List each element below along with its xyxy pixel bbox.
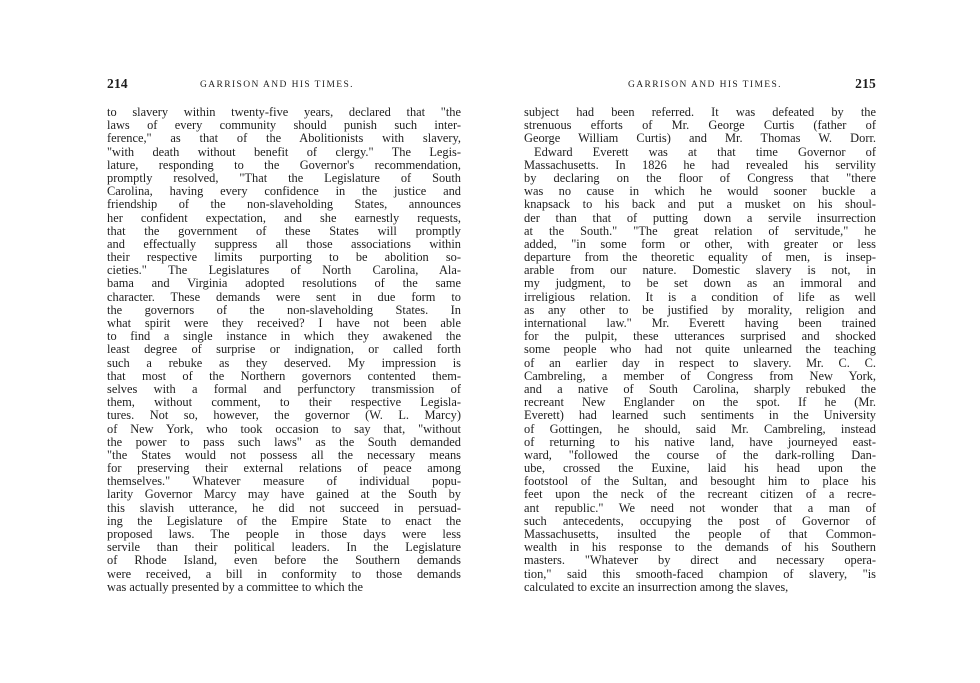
text-line: as any other to be justified by morality, religion and (524, 303, 876, 317)
text-line: and a native of South Carolina, sharply rebuked the (524, 382, 876, 396)
text-line: her confident expectation, and she earnestly requests, (107, 211, 461, 225)
text-line: by declaring on the floor of Congress that "there (524, 171, 876, 185)
text-line: bama and Virginia adopted resolutions of the same (107, 277, 461, 291)
text-line: at the South." "The great relation of servitude," he (524, 224, 876, 238)
page-number: 214 (107, 76, 128, 91)
text-line: character. These demands were sent in due form to (107, 290, 461, 304)
text-line: some people who had not quite unlearned the teaching (524, 343, 876, 357)
text-line: Edward Everett was at that time Governor of (534, 145, 876, 159)
text-line: "with death without benefit of clergy." The Legis- (107, 145, 461, 159)
text-line: of New York, who took occasion to say that, "without (107, 422, 461, 436)
text-line: knapsack to his back and put a musket on his shoul- (524, 198, 876, 212)
text-line: arable from our nature. Domestic slavery is not, in (524, 264, 876, 278)
text-line: departure from the theoretic equality of men, is insep- (524, 251, 876, 265)
running-title: GARRISON AND HIS TIMES. (200, 80, 354, 90)
text-line: for preserving their external relations of peace among (107, 462, 461, 476)
text-line: friendship of the non-slaveholding States, announces (107, 198, 461, 212)
text-line: cieties." The Legislatures of North Carolina, Ala- (107, 264, 461, 278)
left-running-head (107, 76, 461, 92)
text-line: and effectually suppress all those associations within (107, 237, 461, 251)
text-line: that most of the Northern governors contented them- (107, 369, 461, 383)
text-line: "the States would not possess all the necessary means (107, 448, 461, 462)
text-line: such antecedents, occupying the post of Governor of (524, 514, 876, 528)
text-line: ing the Legislature of the Empire State to enact the (107, 514, 461, 528)
left-body-text (107, 106, 461, 594)
text-line: ant republic." We need not wonder that a man of (524, 501, 876, 515)
text-line: der than that of putting down a servile insurrection (524, 211, 876, 225)
text-line: of returning to his native land, have journeyed east- (524, 435, 876, 449)
text-line: them, without comment, to their respective Legisla- (107, 396, 461, 410)
text-line: irreligious relation. It is a condition of life as well (524, 290, 876, 304)
text-line: larity Governor Marcy may have gained at the South by (107, 488, 461, 502)
right-body-text (524, 106, 876, 594)
text-line: their respective limits purporting to be abolition so- (107, 251, 461, 265)
right-running-head (524, 76, 876, 92)
text-line: themselves." Whatever measure of individual popu- (107, 475, 461, 489)
text-line: George William Curtis) and Mr. Thomas W. Dorr. (524, 132, 876, 146)
text-line: ference," as that of the Abolitionists with slavery, (107, 132, 461, 146)
text-line: footstool of the Sultan, and besought him to place his (524, 475, 876, 489)
text-line: added, "in some form or other, with greater or less (524, 237, 876, 251)
text-line: what spirit were they received? I have not been able (107, 317, 461, 330)
text-line: tures. Not so, however, the governor (W. L. Marcy) (107, 409, 461, 423)
left-page (107, 0, 461, 683)
text-line: servile than their political leaders. In the Legislature (107, 541, 461, 555)
text-line: promptly resolved, "That the Legislature of South (107, 171, 461, 185)
text-line: proposed laws. The people in those days were less (107, 528, 461, 541)
text-line: ube, crossed the Euxine, laid his head upon the (524, 462, 876, 476)
text-line: masters. "Whatever by direct and necessary opera- (524, 554, 876, 568)
text-line: wealth in his response to the demands of his Southern (524, 541, 876, 555)
text-line: was actually presented by a committee to which the (107, 580, 363, 594)
text-line: Cambreling, a member of Congress from New York, (524, 369, 876, 383)
text-line: the governors of the non-slaveholding States. In (107, 303, 461, 317)
text-line: subject had been referred. It was defeated by the (524, 106, 876, 119)
text-line: were received, a bill in conformity to those demands (107, 567, 461, 581)
text-line: calculated to excite an insurrection among the slaves, (524, 580, 789, 594)
text-line: of an earlier day in respect to slavery. Mr. C. C. (524, 356, 876, 370)
text-line: international law." Mr. Everett having been trained (524, 317, 876, 330)
text-line: of Gottingen, he should, said Mr. Cambreling, instead (524, 422, 876, 436)
text-line: the power to pass such laws" as the South demanded (107, 435, 461, 449)
text-line: Carolina, having every confidence in the justice and (107, 185, 461, 199)
text-line: this slavish utterance, he did not succeed in persuad- (107, 501, 461, 515)
text-line: to find a single instance in which they awakened the (107, 330, 461, 344)
text-line: such a rebuke as they deserved. My impression is (107, 356, 461, 370)
text-line: least degree of surprise or indignation, or called forth (107, 343, 461, 357)
text-line: lature, responding to the Governor's recommendation, (107, 158, 461, 172)
text-line: of Rhode Island, even before the Southern demands (107, 554, 461, 568)
text-line: was no cause in which he would sooner buckle a (524, 185, 876, 199)
text-line: Everett) had learned such sentiments in the University (524, 409, 876, 423)
text-line: Massachusetts, insulted the people of that Common- (524, 528, 876, 541)
text-line: strenuous efforts of Mr. George Curtis (father of (524, 119, 876, 133)
text-line: recreant New Englander on the spot. If he (Mr. (524, 396, 876, 410)
running-title: GARRISON AND HIS TIMES. (628, 80, 782, 90)
text-line: laws of every community should punish such inter- (107, 119, 461, 133)
text-line: to slavery within twenty-five years, declared that "the (107, 106, 461, 119)
text-line: tion," said this smooth-faced champion of slavery, "is (524, 567, 876, 581)
text-line: ward, "followed the course of the dark-rolling Dan- (524, 448, 876, 462)
text-line: that the government of these States will promptly (107, 224, 461, 238)
right-page (524, 0, 876, 683)
text-line: selves with a formal and perfunctory transmission of (107, 382, 461, 396)
page-number: 215 (855, 76, 876, 91)
text-line: feet upon the neck of the recreant citizen of a recre- (524, 488, 876, 502)
text-line: for the pulpit, these utterances surprised and shocked (524, 330, 876, 344)
text-line: my judgment, to be set down as an immoral and (524, 277, 876, 291)
text-line: Massachusetts. In 1826 he had revealed his servility (524, 158, 876, 172)
